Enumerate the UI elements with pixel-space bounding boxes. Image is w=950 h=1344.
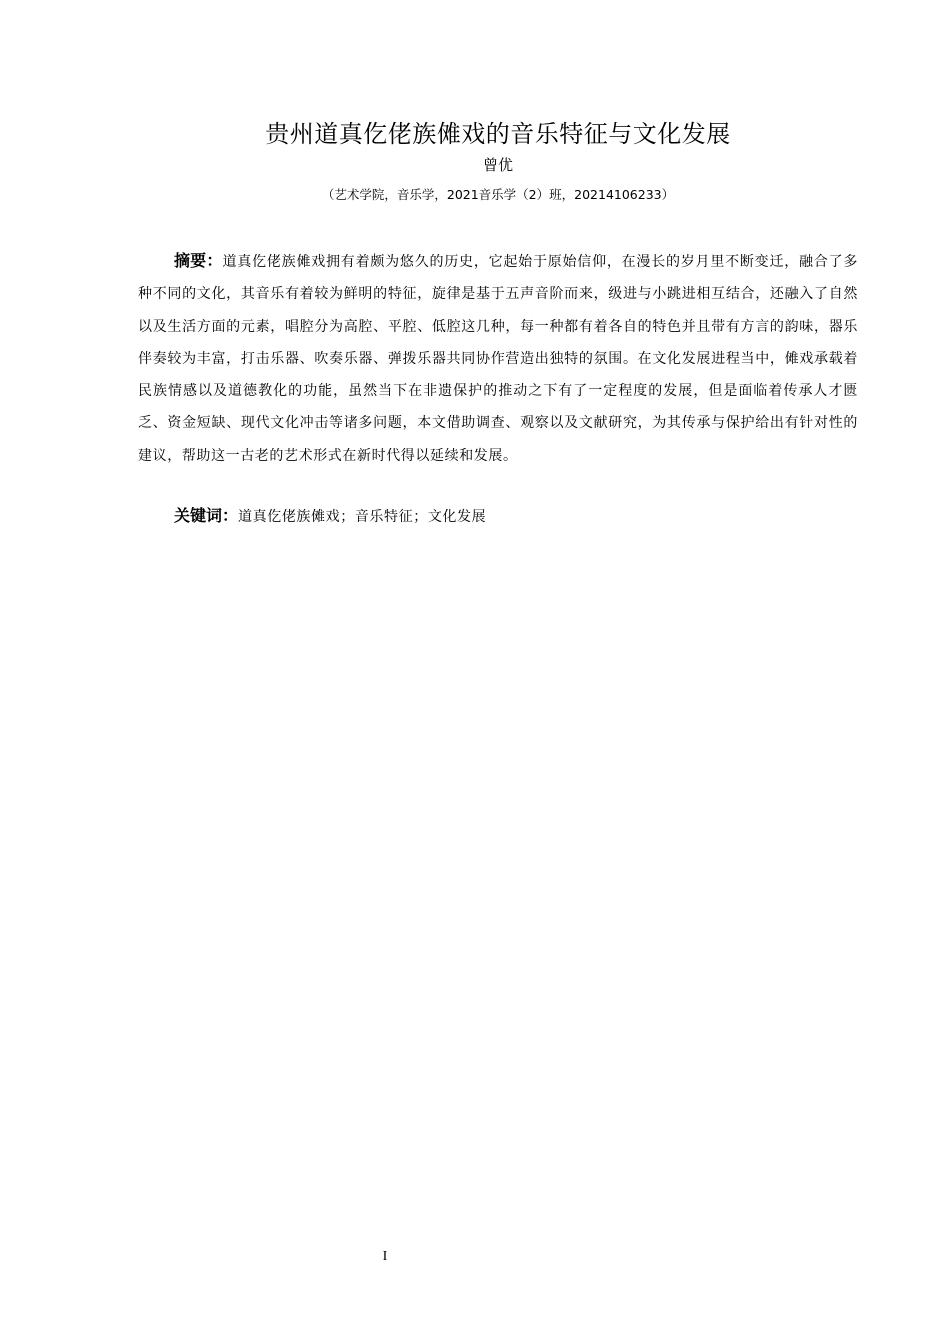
paper-title: 贵州道真仡佬族傩戏的音乐特征与文化发展	[265, 120, 731, 148]
abstract-text: 道真仡佬族傩戏拥有着颇为悠久的历史，它起始于原始信仰，在漫长的岁月里不断变迁，融合了多种不同的文化，其音乐有着较为鲜明的特征，旋律是基于五声音阶而来，级进与小跳进相互结合，还融入了自然以及生活方面的元素，唱腔分为高腔、平腔、低腔这几种，每一种都有着各自的特色并且带有方言的韵味，器乐伴奏较为丰富，打击乐器、吹奏乐器、弹拨乐器共同协作营造出独特的氛围。在文化发展进程当中，傩戏承载着民族情感以及道德教化的功能，虽然当下在非遗保护的推动之下有了一定程度的发展，但是面临着传承人才匮乏、资金短缺、现代文化冲击等诸多问题，本文借助调查、观察以及文献研究，为其传承与保护给出有针对性的建议，帮助这一古老的艺术形式在新时代得以延续和发展。	[138, 254, 858, 464]
keywords-text: 道真仡佬族傩戏；音乐特征；文化发展	[238, 509, 487, 525]
author-affiliation: （艺术学院，音乐学，2021音乐学（2）班，20214106233）	[321, 187, 675, 202]
abstract-label: 摘要：	[174, 251, 223, 270]
page-number: I	[382, 1249, 388, 1264]
keywords-label: 关键词：	[174, 506, 239, 525]
abstract-paragraph	[138, 245, 858, 472]
keywords-line	[174, 500, 854, 533]
author-name: 曾优	[482, 156, 513, 174]
